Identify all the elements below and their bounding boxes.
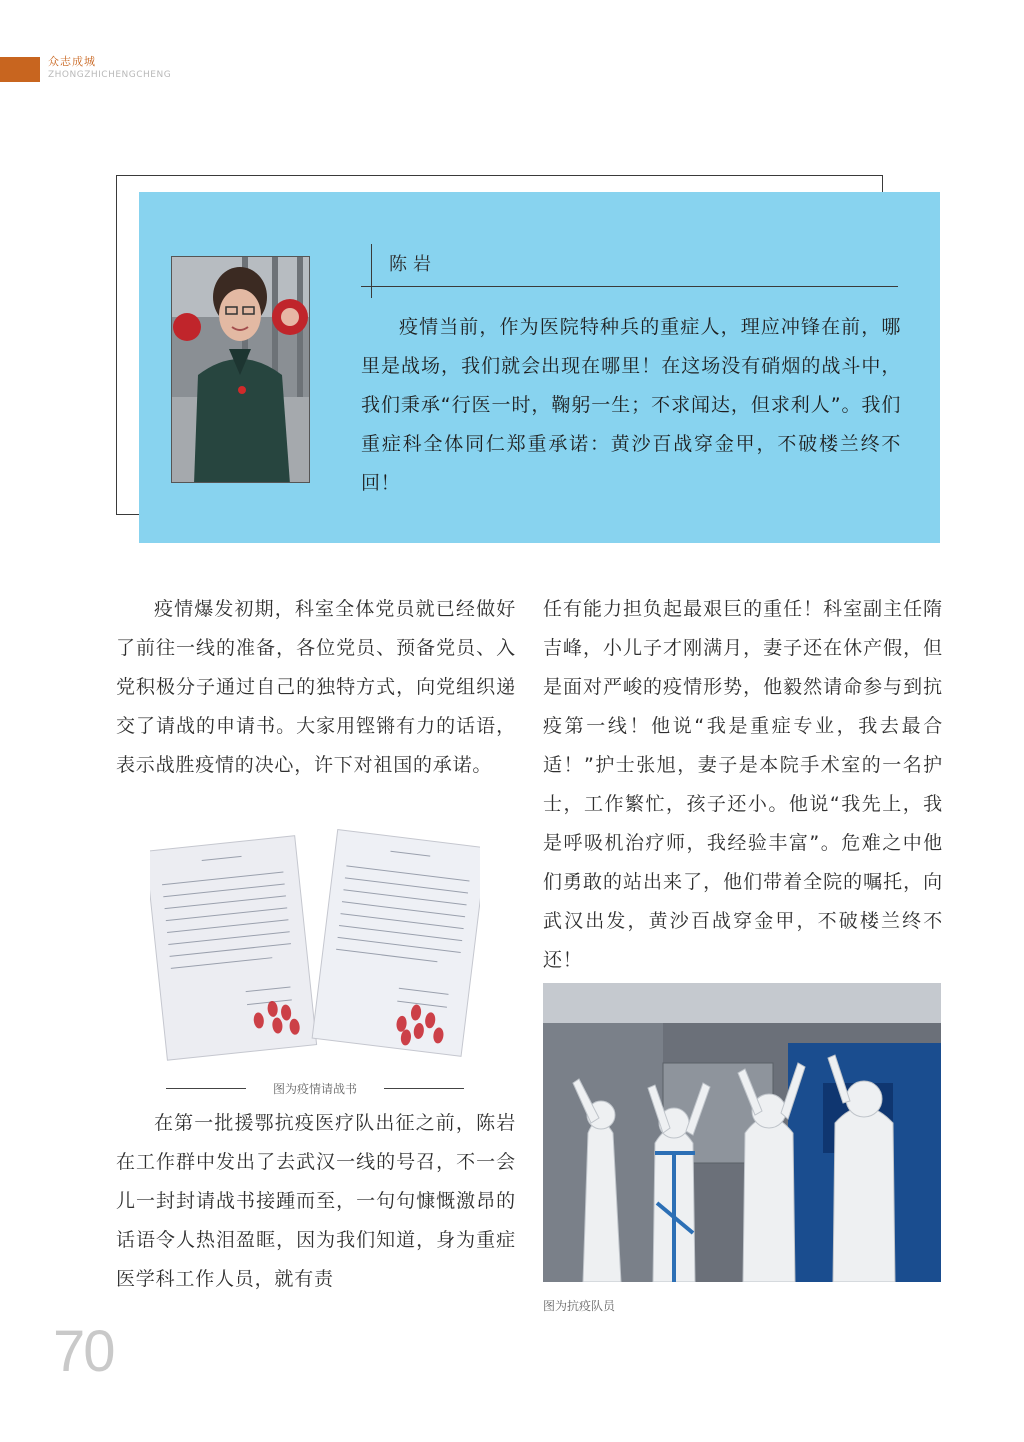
page-number: 70 bbox=[53, 1319, 114, 1384]
team-photo bbox=[543, 983, 941, 1282]
portrait-photo bbox=[171, 256, 310, 483]
article-paragraph-1: 疫情爆发初期，科室全体党员就已经做好了前往一线的准备，各位党员、预备党员、入党积极分子通过自己的独特方式，向党组织递交了请战的申请书。大家用铿锵有力的话语，表示战胜疫情的决心，许下对祖国的承诺。 bbox=[116, 598, 516, 776]
article-paragraph-2: 任有能力担负起最艰巨的重任！科室副主任隋吉峰，小儿子才刚满月，妻子还在休产假，但是面对严峻的疫情形势，他毅然请命参与到抗疫第一线！他说“我是重症专业，我去最合适！”护士张旭，妻子是本院手术室的一名护士，工作繁忙，孩子还小。他说“我先上，我是呼吸机治疗师，我经验丰富”。危难之中他们勇敢的站出来了，他们带着全院的嘱托，向武汉出发，黄沙百战穿金甲，不破楼兰终不还！ bbox=[543, 598, 943, 971]
profile-quote: 疫情当前，作为医院特种兵的重症人，理应冲锋在前，哪里是战场，我们就会出现在哪里！在这场没有硝烟的战斗中，我们秉承“行医一时，鞠躬一生；不求闻达，但求利人”。我们重症科全体同仁郑重承诺：黄沙百战穿金甲，不破楼兰终不回！ bbox=[361, 316, 901, 494]
profile-name: 陈岩 bbox=[389, 254, 437, 275]
letters-caption: 图为疫情请战书 bbox=[272, 1082, 357, 1096]
caption-rule-right bbox=[384, 1088, 464, 1089]
name-divider bbox=[371, 244, 372, 298]
article-paragraph-3: 在第一批援鄂抗疫医疗队出征之前，陈岩在工作群中发出了去武汉一线的号召，不一会儿一封封请战书接踵而至，一句句慷慨激昂的话语令人热泪盈眶，因为我们知道，身为重症医学科工作人员，就有责 bbox=[116, 1112, 516, 1290]
section-tab bbox=[0, 57, 40, 82]
petition-letters-photo bbox=[150, 828, 480, 1068]
caption-rule-left bbox=[166, 1088, 246, 1089]
name-underline bbox=[361, 286, 898, 287]
section-title-pinyin: ZHONGZHICHENGCHENG bbox=[48, 70, 172, 80]
section-title: 众志成城 bbox=[48, 55, 96, 68]
team-caption: 图为抗疫队员 bbox=[543, 1299, 616, 1313]
